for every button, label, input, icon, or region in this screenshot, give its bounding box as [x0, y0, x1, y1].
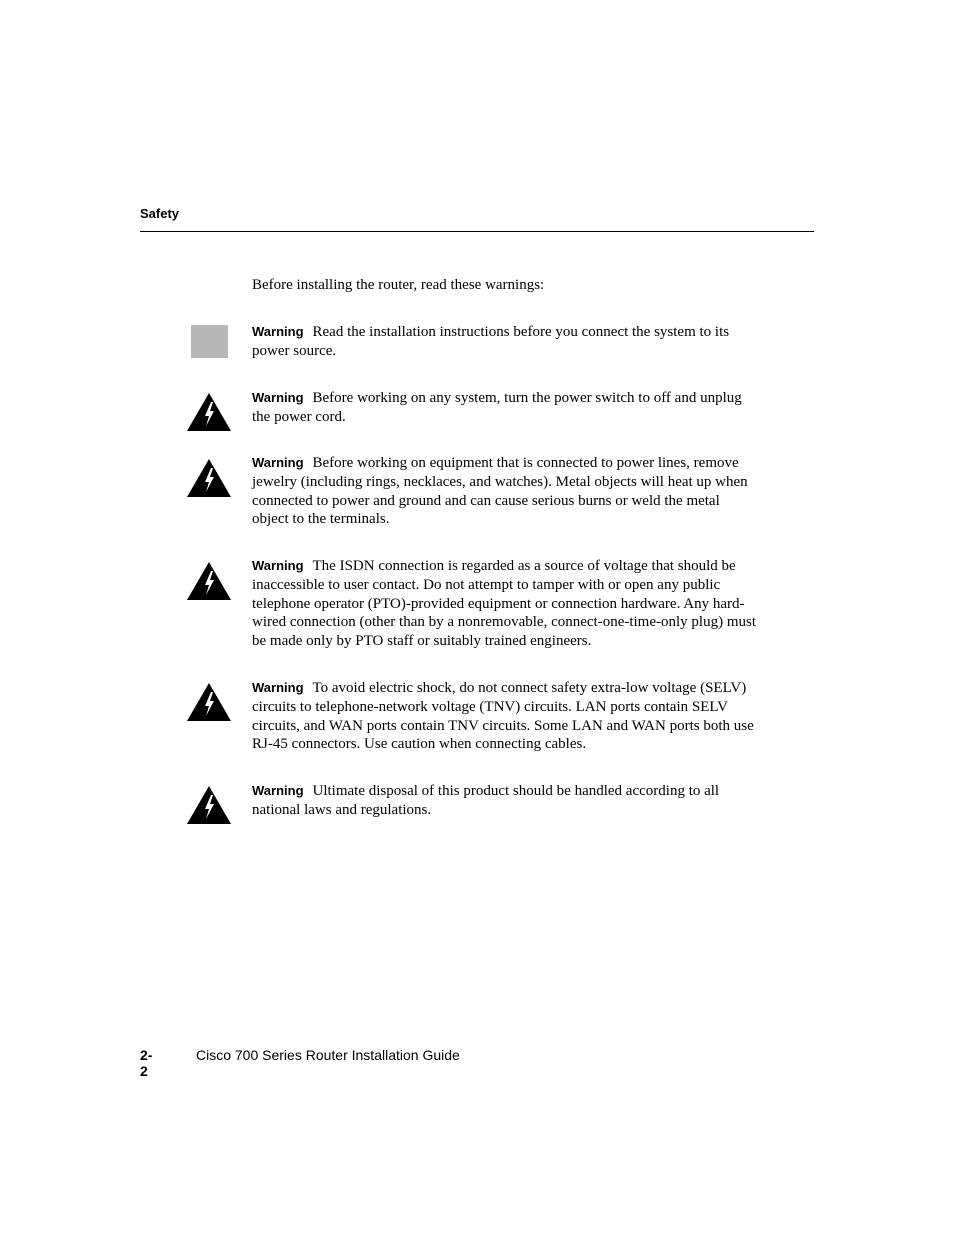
electrical-hazard-icon — [187, 562, 231, 600]
intro-text: Before installing the router, read these warnings: — [252, 277, 545, 293]
warning-label: Warning — [252, 783, 304, 798]
warning-block — [252, 389, 760, 427]
section-header: Safety — [140, 206, 180, 221]
warning-block — [252, 679, 760, 754]
warning-text: Before working on any system, turn the power switch to off and unplug the power cord. — [252, 390, 742, 425]
warning-block — [252, 557, 760, 651]
warning-block — [252, 323, 760, 361]
warning-block — [252, 454, 760, 529]
warning-label: Warning — [252, 390, 304, 405]
document-title: Cisco 700 Series Router Installation Guide — [196, 1047, 460, 1063]
electrical-hazard-icon — [187, 459, 231, 497]
gray-square-icon — [191, 325, 228, 358]
warning-block — [252, 782, 760, 820]
electrical-hazard-icon — [187, 683, 231, 721]
warning-text: To avoid electric shock, do not connect safety extra-low voltage (SELV) circuits to telephone-network voltage (TNV) circuits. LAN ports contain SELV circuits, and WAN ports contain TNV circuits. Some LAN and WAN ports both use RJ-45 connectors. Use caution when connecting cables. — [252, 680, 754, 753]
warning-text: Read the installation instructions before you connect the system to its power source. — [252, 324, 730, 359]
warning-label: Warning — [252, 324, 304, 339]
warning-text: Ultimate disposal of this product should be handled according to all national laws and regulations. — [252, 783, 720, 818]
electrical-hazard-icon — [187, 786, 231, 824]
warning-text: The ISDN connection is regarded as a source of voltage that should be inaccessible to user contact. Do not attempt to tamper with or open any public telephone operator (PTO)-provided equipment or connection hardware. Any hard-wired connection (other than by a nonremovable, connect-one-time-only plug) must be made only by PTO staff or suitably trained engineers. — [252, 558, 757, 650]
warning-label: Warning — [252, 680, 304, 695]
header-rule — [140, 231, 814, 232]
page-number: 2-2 — [140, 1047, 153, 1079]
warning-label: Warning — [252, 455, 304, 470]
warning-label: Warning — [252, 558, 304, 573]
electrical-hazard-icon — [187, 393, 231, 431]
warning-text: Before working on equipment that is connected to power lines, remove jewelry (including rings, necklaces, and watches). Metal objects will heat up when connected to power and ground and can cause serious burns or weld the metal object to the terminals. — [252, 455, 748, 528]
